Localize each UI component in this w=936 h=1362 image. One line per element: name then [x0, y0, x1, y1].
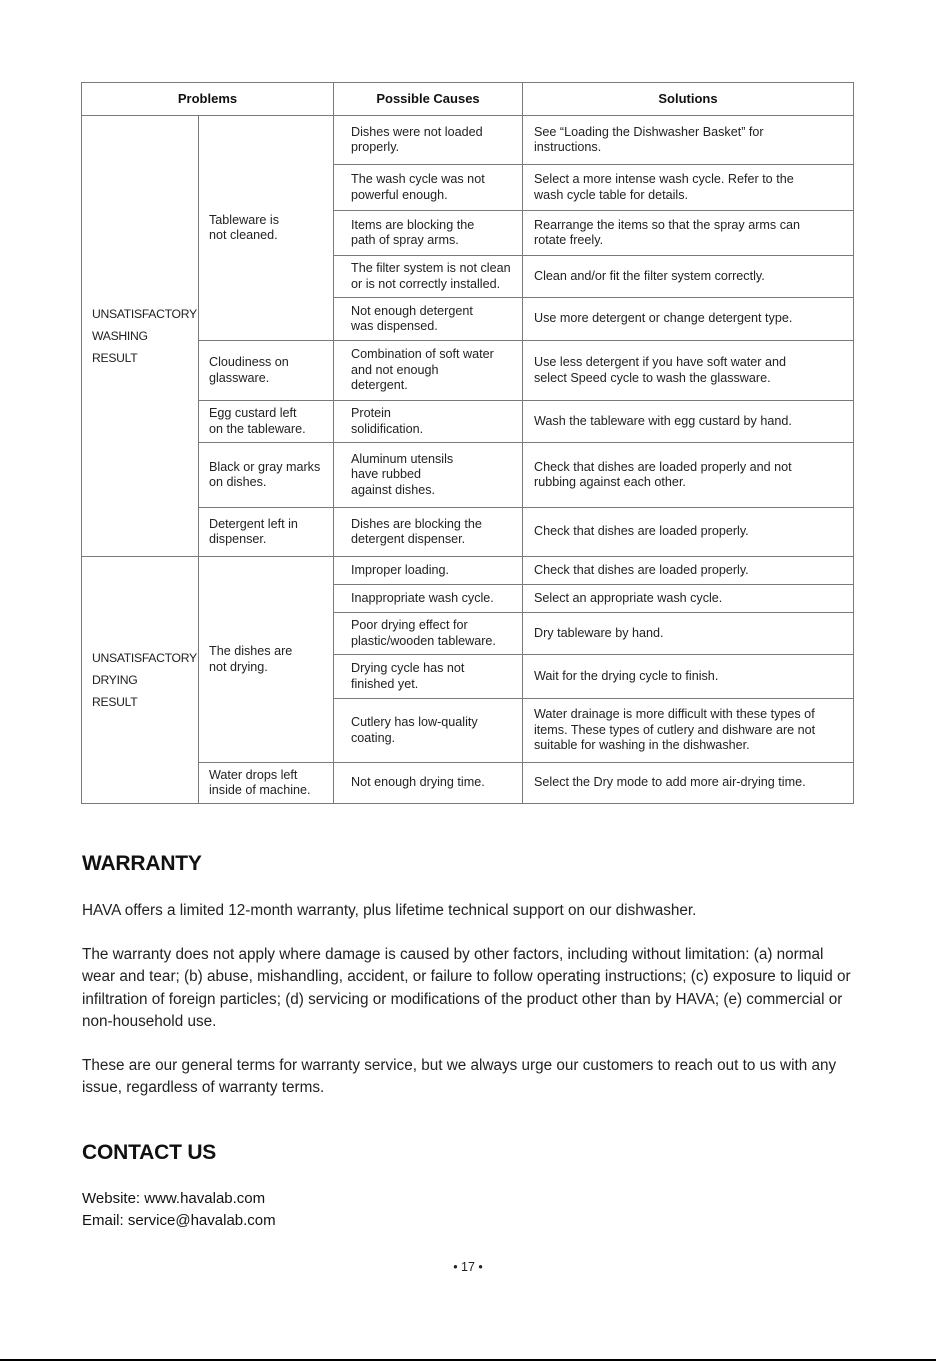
troubleshooting-table	[81, 82, 854, 804]
solution-cell: Check that dishes are loaded properly.	[523, 557, 854, 585]
problem-egg-custard: Egg custard left on the tableware.	[199, 401, 334, 443]
cause-cell: Inappropriate wash cycle.	[334, 585, 523, 613]
solution-cell: Check that dishes are loaded properly and not rubbing against each other.	[523, 443, 854, 508]
table-row	[82, 116, 854, 165]
header-problems: Problems	[82, 83, 334, 116]
warranty-paragraph-1: HAVA offers a limited 12-month warranty, plus lifetime technical support on our dishwasher.	[82, 902, 697, 919]
contact-heading: CONTACT US	[82, 1141, 217, 1164]
cause-cell: Poor drying effect for plastic/wooden tableware.	[334, 613, 523, 655]
contact-website: Website: www.havalab.com	[82, 1190, 266, 1207]
contact-email: Email: service@havalab.com	[82, 1212, 276, 1229]
problem-not-drying: The dishes are not drying.	[199, 557, 334, 763]
cause-cell: Drying cycle has not finished yet.	[334, 655, 523, 699]
solution-cell: Check that dishes are loaded properly.	[523, 508, 854, 557]
solution-cell: Rearrange the items so that the spray arms can rotate freely.	[523, 211, 854, 256]
cause-cell: Dishes were not loaded properly.	[334, 116, 523, 165]
solution-cell: Dry tableware by hand.	[523, 613, 854, 655]
cause-cell: Cutlery has low-quality coating.	[334, 699, 523, 763]
cause-cell: Not enough drying time.	[334, 763, 523, 804]
solution-cell: Select a more intense wash cycle. Refer to the wash cycle table for details.	[523, 165, 854, 211]
cause-cell: Improper loading.	[334, 557, 523, 585]
solution-cell: Select the Dry mode to add more air-drying time.	[523, 763, 854, 804]
bottom-border-line	[0, 1359, 936, 1361]
table-row	[82, 557, 854, 585]
cause-cell: Dishes are blocking the detergent dispenser.	[334, 508, 523, 557]
cause-cell: Items are blocking the path of spray arms.	[334, 211, 523, 256]
solution-cell: Clean and/or fit the filter system correctly.	[523, 256, 854, 298]
problem-cloudiness: Cloudiness on glassware.	[199, 341, 334, 401]
header-solutions: Solutions	[523, 83, 854, 116]
page-number: • 17 •	[453, 1260, 483, 1274]
solution-cell: Wait for the drying cycle to finish.	[523, 655, 854, 699]
cause-cell: The wash cycle was not powerful enough.	[334, 165, 523, 211]
warranty-paragraph-3: These are our general terms for warranty service, but we always urge our customers to reach out to us with any issue, regardless of warranty terms.	[82, 1057, 837, 1097]
cause-cell: Combination of soft water and not enough detergent.	[334, 341, 523, 401]
cause-cell: The filter system is not clean or is not correctly installed.	[334, 256, 523, 298]
cause-cell: Not enough detergent was dispensed.	[334, 298, 523, 341]
cause-cell: Aluminum utensils have rubbed against dishes.	[334, 443, 523, 508]
problem-not-cleaned: Tableware is not cleaned.	[199, 116, 334, 341]
solution-cell: Use more detergent or change detergent type.	[523, 298, 854, 341]
problem-detergent-left: Detergent left in dispenser.	[199, 508, 334, 557]
warranty-paragraph-2: The warranty does not apply where damage is caused by other factors, including without limitation: (a) normal wear and tear; (b) abuse, mishandling, accident, or failure to follow operating instructions; (c) exposure to liquid or infiltration of foreign particles; (d) servicing or modifications of the product other than by HAVA; (e) commercial or non-household use.	[82, 946, 851, 1030]
warranty-heading: WARRANTY	[82, 852, 202, 875]
problem-water-drops: Water drops left inside of machine.	[199, 763, 334, 804]
category-washing: UNSATISFACTORY WASHING RESULT	[82, 116, 199, 557]
header-possible-causes: Possible Causes	[334, 83, 523, 116]
problem-black-marks: Black or gray marks on dishes.	[199, 443, 334, 508]
category-drying: UNSATISFACTORY DRYING RESULT	[82, 557, 199, 804]
solution-cell: Use less detergent if you have soft water and select Speed cycle to wash the glassware.	[523, 341, 854, 401]
solution-cell: Wash the tableware with egg custard by hand.	[523, 401, 854, 443]
solution-cell: See “Loading the Dishwasher Basket” for instructions.	[523, 116, 854, 165]
cause-cell: Protein solidification.	[334, 401, 523, 443]
table-header-row	[82, 83, 854, 116]
solution-cell: Select an appropriate wash cycle.	[523, 585, 854, 613]
solution-cell: Water drainage is more difficult with these types of items. These types of cutlery and dishware are not suitable for washing in the dishwasher.	[523, 699, 854, 763]
